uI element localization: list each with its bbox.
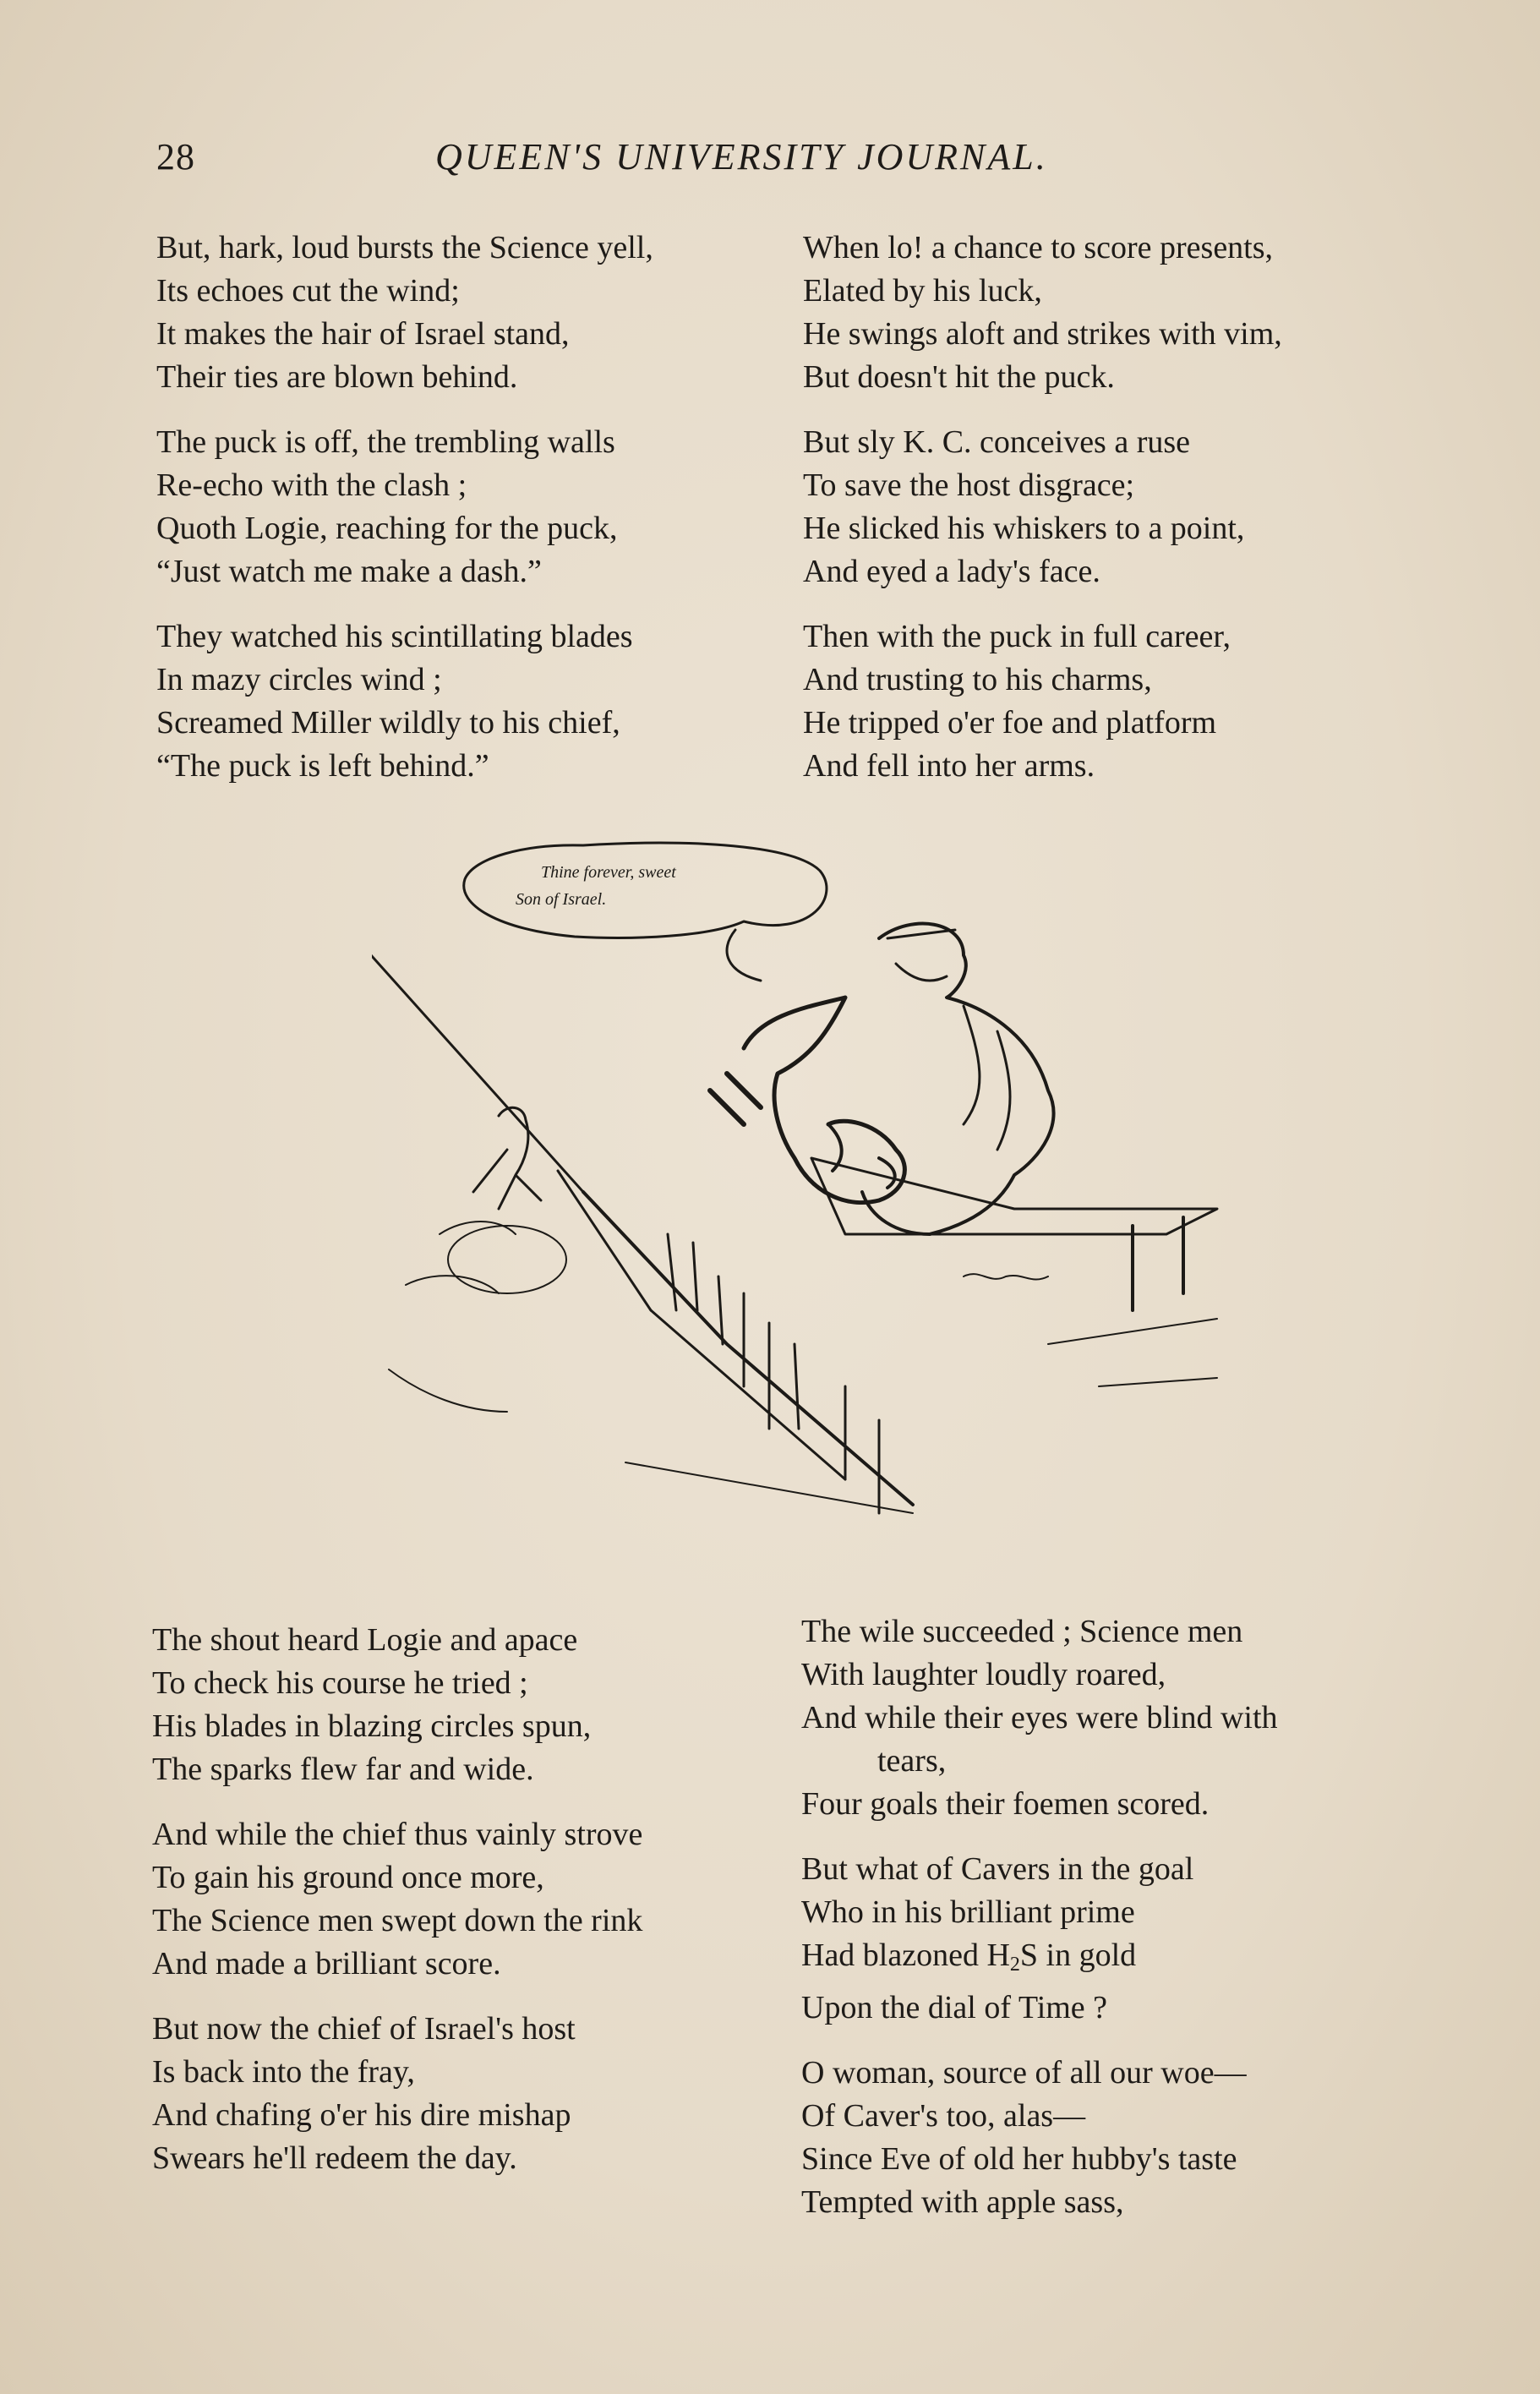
poem-line: Since Eve of old her hubby's taste: [801, 2141, 1237, 2177]
poem-column-right-bottom: [801, 1610, 1427, 2246]
poem-line: The shout heard Logie and apace: [152, 1622, 578, 1658]
poem-line: Upon the dial of Time ?: [801, 1990, 1108, 2025]
poem-line-part: S in gold: [1019, 1938, 1137, 1973]
stanza: [803, 615, 1428, 788]
stanza: [152, 2008, 778, 2180]
stanza: [801, 2052, 1427, 2224]
poem-line: To gain his ground once more,: [152, 1860, 544, 1895]
poem-line: His blades in blazing circles spun,: [152, 1708, 592, 1744]
speech-bubble-text-line-1: Thine forever, sweet: [541, 863, 676, 882]
poem-line: “Just watch me make a dash.”: [156, 554, 542, 589]
artist-signature: [964, 1274, 1048, 1279]
stanza: [152, 1619, 778, 1791]
poem-line: With laughter loudly roared,: [801, 1657, 1166, 1692]
poem-column-left-bottom: [152, 1619, 778, 2202]
poem-line: He slicked his whiskers to a point,: [803, 511, 1245, 546]
poem-line: Tempted with apple sass,: [801, 2184, 1124, 2220]
cartoon-drawing: [372, 837, 1234, 1572]
poem-line: But what of Cavers in the goal: [801, 1851, 1194, 1887]
stanza: [156, 227, 782, 399]
poem-line: And chafing o'er his dire mishap: [152, 2097, 571, 2133]
hockey-cartoon-illustration: [372, 837, 1234, 1572]
poem-line: Who in his brilliant prime: [801, 1894, 1135, 1930]
poem-line: And eyed a lady's face.: [803, 554, 1100, 589]
poem-line: He swings aloft and strikes with vim,: [803, 316, 1282, 352]
poem-column-right-top: [803, 227, 1428, 810]
stanza: [156, 421, 782, 593]
stanza: [803, 421, 1428, 593]
stanza: [801, 1848, 1427, 2030]
poem-line: Elated by his luck,: [803, 273, 1042, 309]
seated-lady: [862, 924, 1053, 1234]
distant-skater: [473, 1107, 541, 1209]
poem-line: And fell into her arms.: [803, 748, 1095, 784]
poem-line: Is back into the fray,: [152, 2054, 415, 2090]
poem-line: He tripped o'er foe and platform: [803, 705, 1217, 741]
poem-line-chemical: [801, 1934, 1427, 1987]
poem-line: And made a brilliant score.: [152, 1946, 501, 1981]
poem-line: Quoth Logie, reaching for the puck,: [156, 511, 618, 546]
stanza: [156, 615, 782, 788]
poem-line: But, hark, loud bursts the Science yell,: [156, 230, 653, 265]
poem-line: The Science men swept down the rink: [152, 1903, 643, 1938]
poem-line: Its echoes cut the wind;: [156, 273, 460, 309]
poem-line: But now the chief of Israel's host: [152, 2011, 576, 2047]
subscript: 2: [1009, 1954, 1020, 1976]
poem-line-continuation: tears,: [877, 1743, 947, 1779]
poem-line: And while their eyes were blind with: [801, 1700, 1278, 1735]
poem-line: When lo! a chance to score presents,: [803, 230, 1274, 265]
page-header: [156, 135, 1407, 194]
poem-line: The wile succeeded ; Science men: [801, 1614, 1243, 1649]
poem-line: And while the chief thus vainly strove: [152, 1817, 643, 1852]
poem-line: Four goals their foemen scored.: [801, 1786, 1210, 1822]
poem-line-part: Had blazoned H: [801, 1938, 1010, 1973]
poem-column-left-top: [156, 227, 782, 810]
stanza: [152, 1813, 778, 1986]
rink-board: [372, 947, 583, 1192]
poem-line: O woman, source of all our woe—: [801, 2055, 1247, 2091]
poem-line: To save the host disgrace;: [803, 467, 1135, 503]
poem-line: It makes the hair of Israel stand,: [156, 316, 570, 352]
poem-line: Re-echo with the clash ;: [156, 467, 467, 503]
stanza: [803, 227, 1428, 399]
stanza: [801, 1610, 1427, 1826]
poem-line: Then with the puck in full career,: [803, 619, 1231, 654]
poem-line: To check his course he tried ;: [152, 1665, 528, 1701]
poem-line: But sly K. C. conceives a ruse: [803, 424, 1191, 460]
speech-bubble-text-line-2: Son of Israel.: [516, 890, 607, 909]
poem-line: Of Caver's too, alas—: [801, 2098, 1086, 2134]
poem-line: But doesn't hit the puck.: [803, 359, 1115, 395]
platform: [811, 1158, 1217, 1234]
poem-line: “The puck is left behind.”: [156, 748, 489, 784]
poem-line: Swears he'll redeem the day.: [152, 2140, 517, 2176]
falling-man: [744, 998, 904, 1203]
poem-line: In mazy circles wind ;: [156, 662, 442, 697]
poem-line: The sparks flew far and wide.: [152, 1752, 534, 1787]
poem-line: Their ties are blown behind.: [156, 359, 518, 395]
journal-title: QUEEN'S UNIVERSITY JOURNAL.: [435, 136, 1048, 178]
poem-line: They watched his scintillating blades: [156, 619, 633, 654]
poem-line: The puck is off, the trembling walls: [156, 424, 615, 460]
poem-line: Screamed Miller wildly to his chief,: [156, 705, 620, 741]
page-number: 28: [156, 136, 195, 178]
poem-line: And trusting to his charms,: [803, 662, 1152, 697]
